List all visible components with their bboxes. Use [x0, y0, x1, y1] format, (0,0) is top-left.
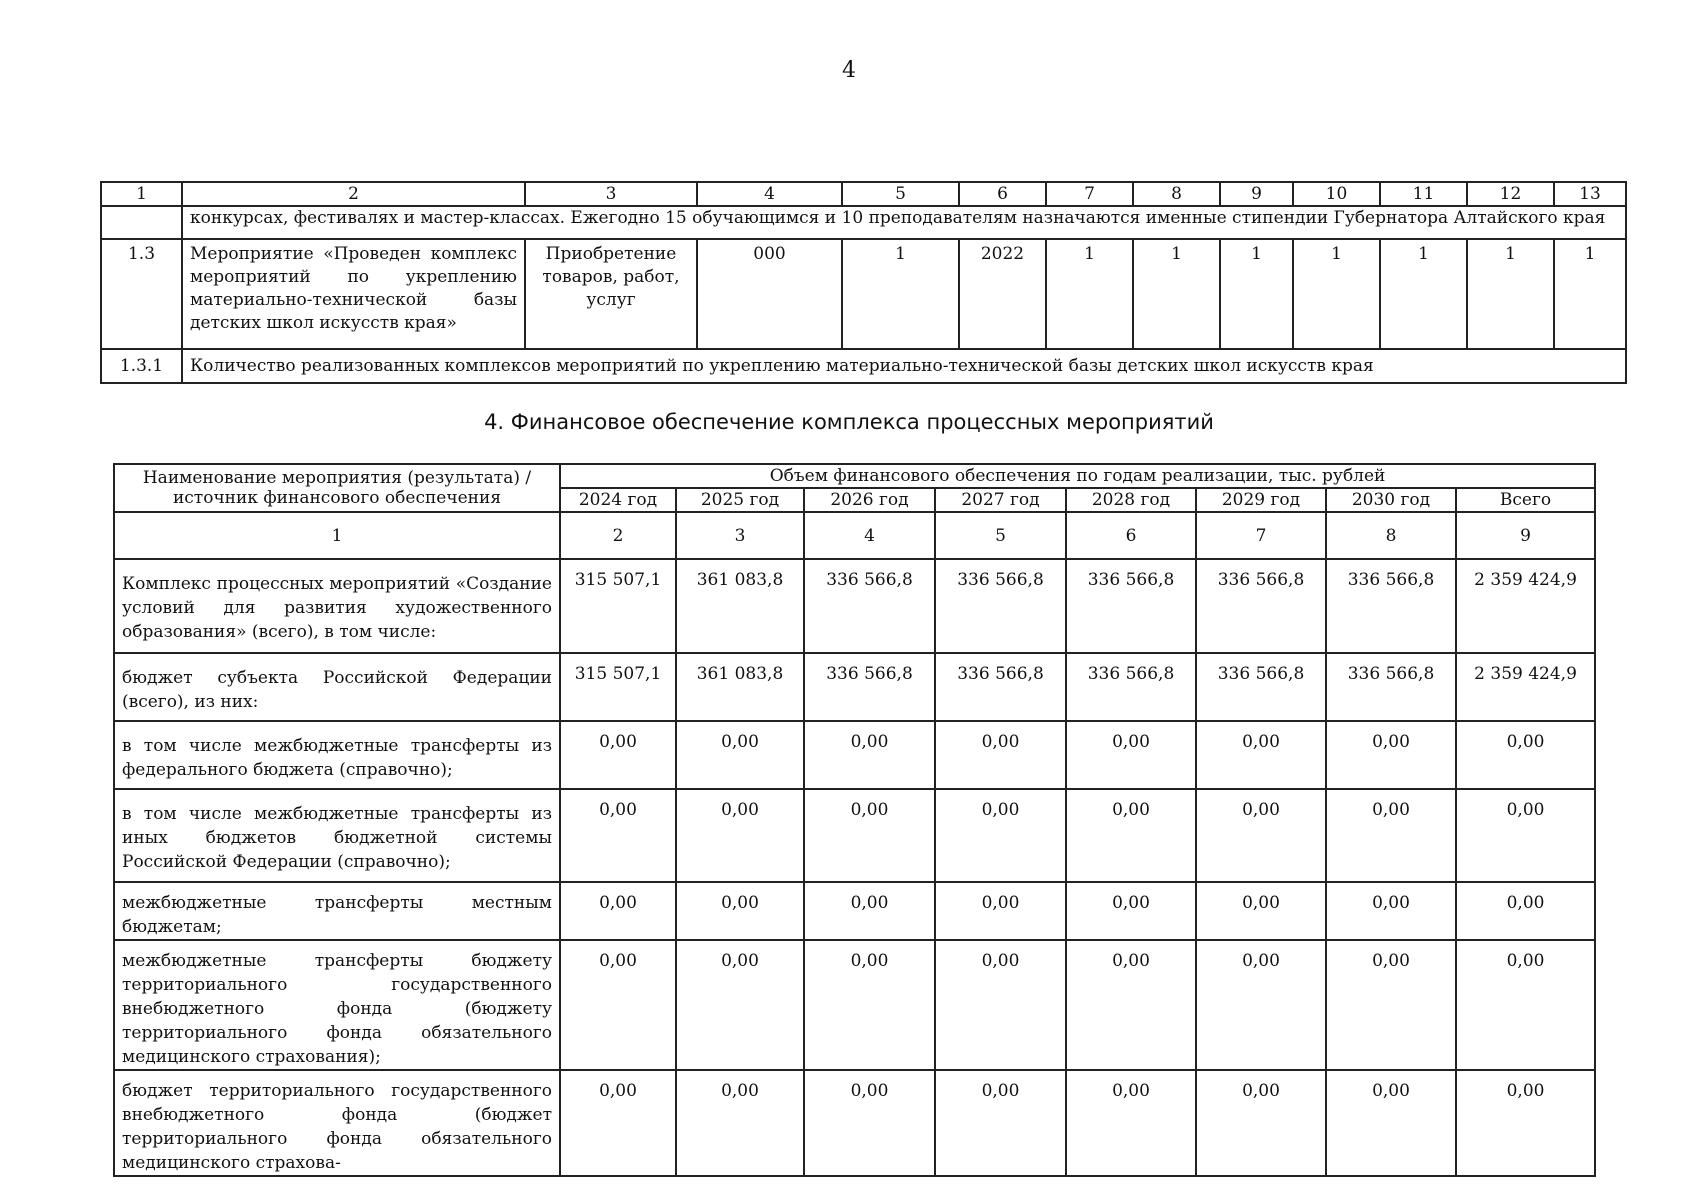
- cell-value: 2 359 424,9: [1456, 653, 1595, 721]
- cell-value: 0,00: [560, 789, 676, 882]
- cell-value: 2022: [959, 239, 1046, 349]
- column-number-row: [101, 182, 1626, 206]
- cell-value: 0,00: [1066, 882, 1196, 940]
- table-row: [114, 653, 1595, 721]
- table-row: [101, 239, 1626, 349]
- cell-value: 0,00: [1456, 789, 1595, 882]
- cell-value: 0,00: [676, 721, 804, 789]
- continuation-row: [101, 206, 1626, 239]
- table-row: [114, 559, 1595, 653]
- cell-value: 0,00: [1196, 1070, 1326, 1176]
- table-row: [101, 349, 1626, 383]
- column-number: 1: [101, 182, 182, 206]
- cell-value: 0,00: [1066, 1070, 1196, 1176]
- column-number: 6: [1066, 512, 1196, 559]
- table-row: [114, 882, 1595, 940]
- table-row: [114, 1070, 1595, 1176]
- cell-value: 0,00: [1066, 789, 1196, 882]
- source-name: Комплекс процессных мероприятий «Создание условий для развития художественного образования» (всего), в том числе:: [114, 559, 560, 653]
- year-header: 2024 год: [560, 488, 676, 512]
- cell-value: 0,00: [935, 940, 1066, 1070]
- cell-value: 0,00: [804, 789, 935, 882]
- cell-value: 0,00: [935, 1070, 1066, 1176]
- table-row: [114, 789, 1595, 882]
- cell-value: 1: [842, 239, 959, 349]
- cell-value: 0,00: [804, 940, 935, 1070]
- cell-value: 0,00: [676, 1070, 804, 1176]
- source-name: межбюджетные трансферты бюджету территориального государственного внебюджетного фонда (бюджету территориального фонда обязательного медицинского страхования);: [114, 940, 560, 1070]
- cell-value: 2 359 424,9: [1456, 559, 1595, 653]
- column-number: 12: [1467, 182, 1554, 206]
- cell-value: 1: [1133, 239, 1220, 349]
- cell-value: 0,00: [1196, 789, 1326, 882]
- cell-value: 1: [1554, 239, 1626, 349]
- year-header: 2029 год: [1196, 488, 1326, 512]
- cell-value: 0,00: [676, 789, 804, 882]
- column-number: 2: [560, 512, 676, 559]
- column-number: 4: [804, 512, 935, 559]
- cell-value: 0,00: [1196, 721, 1326, 789]
- cell-value: 0,00: [560, 721, 676, 789]
- column-number: 9: [1456, 512, 1595, 559]
- cell-value: 336 566,8: [935, 559, 1066, 653]
- cell-value: 361 083,8: [676, 559, 804, 653]
- cell-value: 0,00: [1066, 721, 1196, 789]
- column-number: 4: [697, 182, 842, 206]
- cell-value: 336 566,8: [1196, 559, 1326, 653]
- column-number: 3: [676, 512, 804, 559]
- column-number: 3: [525, 182, 697, 206]
- cell-value: 0,00: [1326, 882, 1456, 940]
- column-number: 1: [114, 512, 560, 559]
- column-number: 10: [1293, 182, 1380, 206]
- source-name: в том числе межбюджетные трансферты из иных бюджетов бюджетной системы Российской Федерации (справочно);: [114, 789, 560, 882]
- cell-value: 0,00: [560, 1070, 676, 1176]
- cell-value: 000: [697, 239, 842, 349]
- cell-value: 0,00: [1326, 789, 1456, 882]
- column-number: 8: [1133, 182, 1220, 206]
- cell-value: 1: [1293, 239, 1380, 349]
- year-header: 2027 год: [935, 488, 1066, 512]
- cell-value: 0,00: [560, 940, 676, 1070]
- cell-value: 0,00: [1326, 940, 1456, 1070]
- header-row: [114, 464, 1595, 488]
- cell-value: 336 566,8: [804, 559, 935, 653]
- cell-value: 336 566,8: [804, 653, 935, 721]
- table-row: [114, 721, 1595, 789]
- name-column-header: Наименование мероприятия (результата) / источник финансового обеспечения: [114, 464, 560, 512]
- cell-value: 0,00: [804, 721, 935, 789]
- source-name: межбюджетные трансферты местным бюджетам;: [114, 882, 560, 940]
- column-number: 11: [1380, 182, 1467, 206]
- column-number: 5: [842, 182, 959, 206]
- cell-value: 336 566,8: [1066, 559, 1196, 653]
- column-number: 6: [959, 182, 1046, 206]
- column-number: 5: [935, 512, 1066, 559]
- indicators-table: [100, 181, 1627, 384]
- cell-value: 336 566,8: [1326, 559, 1456, 653]
- row-number: 1.3: [101, 239, 182, 349]
- year-header: 2026 год: [804, 488, 935, 512]
- cell-value: 0,00: [1196, 940, 1326, 1070]
- cell-value: 336 566,8: [1326, 653, 1456, 721]
- cell-value: 336 566,8: [1066, 653, 1196, 721]
- cell-value: 1: [1467, 239, 1554, 349]
- volume-header: Объем финансового обеспечения по годам реализации, тыс. рублей: [560, 464, 1595, 488]
- cell-value: 0,00: [676, 882, 804, 940]
- cell-value: 0,00: [935, 882, 1066, 940]
- page-number: 4: [842, 58, 856, 83]
- column-number: 13: [1554, 182, 1626, 206]
- cell-value: 0,00: [676, 940, 804, 1070]
- cell-value: 0,00: [1326, 721, 1456, 789]
- column-number-row: [114, 512, 1595, 559]
- column-number: 7: [1196, 512, 1326, 559]
- cell-value: 0,00: [1456, 882, 1595, 940]
- cell-value: 0,00: [1456, 721, 1595, 789]
- section-title: 4. Финансовое обеспечение комплекса процессных мероприятий: [484, 410, 1214, 434]
- source-name: бюджет субъекта Российской Федерации (всего), из них:: [114, 653, 560, 721]
- cell-value: 315 507,1: [560, 559, 676, 653]
- column-number: 9: [1220, 182, 1293, 206]
- cell-value: 1: [1220, 239, 1293, 349]
- table-row: [114, 940, 1595, 1070]
- cell-value: 361 083,8: [676, 653, 804, 721]
- total-header: Всего: [1456, 488, 1595, 512]
- cell-value: 336 566,8: [935, 653, 1066, 721]
- cell-value: 0,00: [804, 1070, 935, 1176]
- result-type: Приобретение товаров, работ, услуг: [525, 239, 697, 349]
- column-number: 8: [1326, 512, 1456, 559]
- cell-value: 0,00: [935, 789, 1066, 882]
- indicator-text: Количество реализованных комплексов мероприятий по укреплению материально-технической базы детских школ искусств края: [182, 349, 1626, 383]
- cell-value: 0,00: [1326, 1070, 1456, 1176]
- cell-value: 0,00: [1066, 940, 1196, 1070]
- row-number: 1.3.1: [101, 349, 182, 383]
- cell-value: 0,00: [1456, 940, 1595, 1070]
- source-name: в том числе межбюджетные трансферты из федерального бюджета (справочно);: [114, 721, 560, 789]
- cell-value: 315 507,1: [560, 653, 676, 721]
- column-number: 7: [1046, 182, 1133, 206]
- column-number: 2: [182, 182, 525, 206]
- year-header: 2025 год: [676, 488, 804, 512]
- cell-value: 0,00: [1196, 882, 1326, 940]
- cell-value: 0,00: [804, 882, 935, 940]
- source-name: бюджет территориального государственного внебюджетного фонда (бюджет территориального фонда обязательного медицинского страхова-: [114, 1070, 560, 1176]
- continuation-text: конкурсах, фестивалях и мастер-классах. Ежегодно 15 обучающимся и 10 преподавателям назначаются именные стипендии Губернатора Алтайского края: [182, 206, 1626, 239]
- financing-table: [113, 463, 1596, 1177]
- year-header: 2028 год: [1066, 488, 1196, 512]
- cell-value: 0,00: [560, 882, 676, 940]
- event-name: Мероприятие «Проведен комплекс мероприятий по укреплению материально-технической базы детских школ искусств края»: [182, 239, 525, 349]
- cell-value: 0,00: [1456, 1070, 1595, 1176]
- year-header: 2030 год: [1326, 488, 1456, 512]
- cell-value: 1: [1380, 239, 1467, 349]
- cell-value: 0,00: [935, 721, 1066, 789]
- cell-value: 336 566,8: [1196, 653, 1326, 721]
- cell-value: 1: [1046, 239, 1133, 349]
